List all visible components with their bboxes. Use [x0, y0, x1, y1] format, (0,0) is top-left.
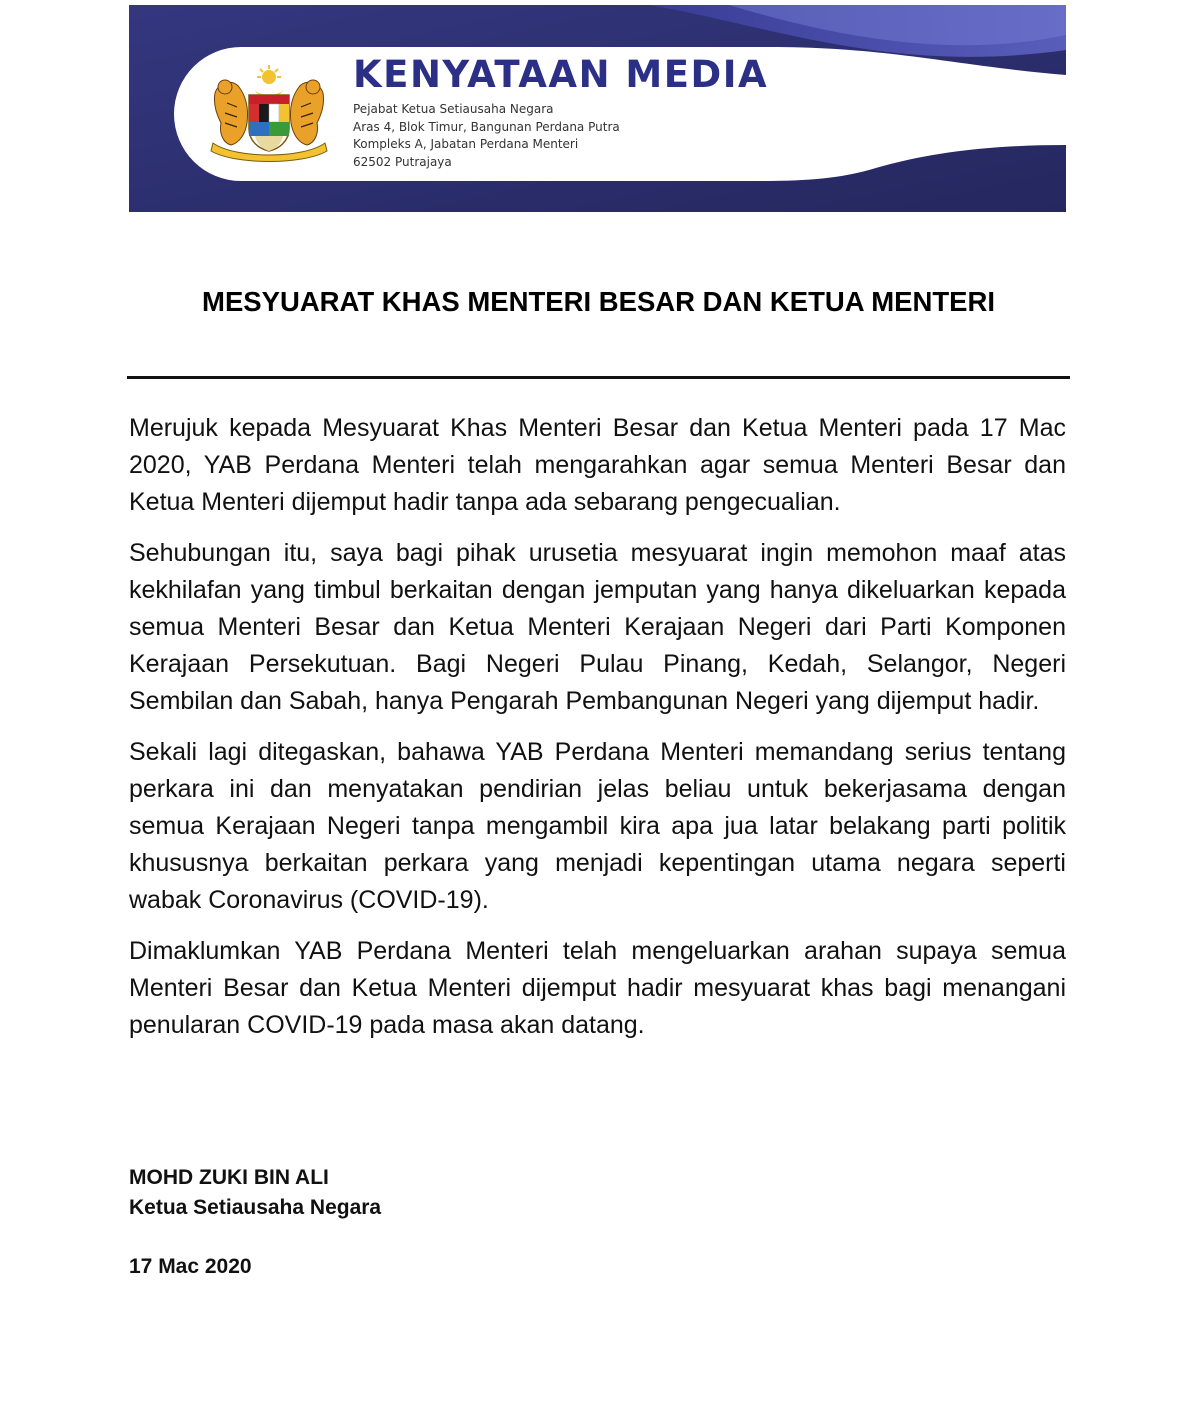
title-divider: [127, 376, 1070, 379]
signatory-position: Ketua Setiausaha Negara: [129, 1196, 382, 1219]
body-paragraph: Sehubungan itu, saya bagi pihak urusetia mesyuarat ingin memohon maaf atas kekhilafan yang timbul berkaitan dengan jemputan yang hanya dikeluarkan kepada semua Menteri Besar dan Ketua Menteri Kerajaan Negeri dari Parti Komponen Kerajaan Persekutuan. Bagi Negeri Pulau Pinang, Kedah, Selangor, Negeri Sembilan dan Sabah, hanya Pengarah Pembangunan Negeri yang dijemput hadir.: [129, 539, 1066, 715]
banner-title: KENYATAAN MEDIA: [353, 53, 769, 96]
malaysia-coat-of-arms-icon: [205, 63, 333, 163]
address-line: Aras 4, Blok Timur, Bangunan Perdana Putra: [353, 119, 620, 134]
banner-text: [353, 53, 768, 171]
body-paragraph: Merujuk kepada Mesyuarat Khas Menteri Besar dan Ketua Menteri pada 17 Mac 2020, YAB Perdana Menteri telah mengarahkan agar semua Menteri Besar dan Ketua Menteri dijemput hadir tanpa ada sebarang pengecualian.: [129, 414, 1066, 516]
address-line: Kompleks A, Jabatan Perdana Menteri: [353, 137, 579, 151]
document-title: MESYUARAT KHAS MENTERI BESAR DAN KETUA MENTERI: [202, 286, 995, 317]
address-line: 62502 Putrajaya: [353, 154, 452, 169]
signature-block: [129, 1163, 381, 1223]
statement-date: 17 Mac 2020: [129, 1255, 252, 1278]
address-line: Pejabat Ketua Setiausaha Negara: [353, 102, 554, 116]
signatory-name: MOHD ZUKI BIN ALI: [129, 1166, 329, 1189]
body-paragraph: Sekali lagi ditegaskan, bahawa YAB Perdana Menteri memandang serius tentang perkara ini dan menyatakan pendirian jelas beliau untuk bekerjasama dengan semua Kerajaan Negeri tanpa mengambil kira apa jua latar belakang parti politik khususnya berkaitan perkara yang menjadi kepentingan utama negara seperti wabak Coronavirus (COVID-19).: [129, 738, 1066, 914]
header-banner: [129, 5, 1066, 212]
document-body: [129, 410, 1066, 1058]
body-paragraph: Dimaklumkan YAB Perdana Menteri telah mengeluarkan arahan supaya semua Menteri Besar dan Ketua Menteri dijemput hadir mesyuarat khas bagi menangani penularan COVID-19 pada masa akan datang.: [129, 937, 1066, 1039]
